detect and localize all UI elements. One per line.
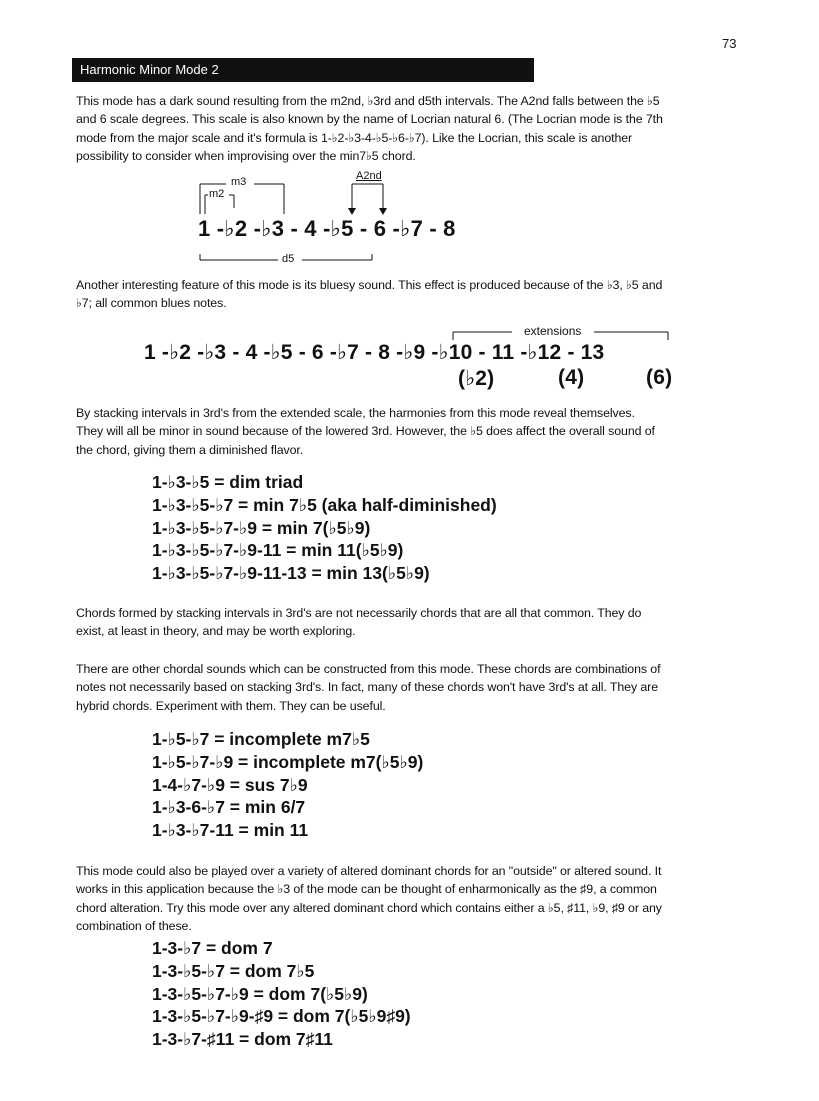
hybrid-paragraph: There are other chordal sounds which can be constructed from this mode. These chords are combinations of notes not necessarily based on stacking 3rd's. In fact, many of these chords won't have 3rd's at all. They are hybrid chords. Experiment with them. They can be useful.: [76, 662, 661, 713]
extended-formula: 1 -♭2 -♭3 - 4 -♭5 - 6 -♭7 - 8 -♭9 -♭10 - 11 -♭12 - 13: [144, 341, 605, 364]
chord-item: 1-4-♭7-♭9 = sus 7♭9: [152, 774, 308, 795]
chord-item: 1-♭3-♭5-♭7-♭9-11-13 = min 13(♭5♭9): [152, 563, 430, 584]
chord-item: 1-♭5-♭7-♭9 = incomplete m7(♭5♭9): [152, 751, 424, 772]
d5-label: d5: [282, 253, 295, 265]
chord-item: 1-♭3-♭5-♭7-♭9 = min 7(♭5♭9): [152, 517, 371, 538]
dominant-chords-list: [152, 937, 411, 1051]
scale-formula: 1 -♭2 -♭3 - 4 -♭5 - 6 -♭7 - 8: [198, 216, 456, 241]
extension-4: (4): [558, 366, 585, 389]
chord-item: 1-♭5-♭7 = incomplete m7♭5: [152, 729, 370, 749]
page-number: 73: [722, 36, 737, 51]
chord-item: 1-♭3-♭7-11 = min 11: [152, 820, 309, 841]
bluesy-paragraph: Another interesting feature of this mode is its bluesy sound. This effect is produced because of the ♭3, ♭5 and ♭7; all common blues notes.: [76, 278, 663, 311]
m3-label: m3: [231, 176, 247, 188]
chord-item: 1-3-♭5-♭7 = dom 7♭5: [152, 960, 315, 981]
chord-item: 1-♭3-♭5-♭7 = min 7♭5 (aka half-diminished): [152, 494, 497, 515]
chord-item: 1-3-♭7 = dom 7: [152, 938, 273, 958]
chord-item: 1-♭3-6-♭7 = min 6/7: [152, 797, 306, 818]
chord-item: 1-3-♭7-♯11 = dom 7♯11: [152, 1029, 333, 1050]
stacking-paragraph: By stacking intervals in 3rd's from the extended scale, the harmonies from this mode reveal themselves. They will all be minor in sound because of the lowered 3rd. However, the ♭5 does affect the overall sound of the chord, giving them a diminished flavor.: [76, 406, 655, 457]
chord-item: 1-♭3-♭5 = dim triad: [152, 472, 304, 492]
chord-item: 1-♭3-♭5-♭7-♭9-11 = min 11(♭5♭9): [152, 540, 404, 561]
m2-label: m2: [209, 188, 225, 200]
a2nd-label: A2nd: [356, 170, 382, 182]
altered-dominant-paragraph: This mode could also be played over a variety of altered dominant chords for an "outside" or altered sound. It works in this application because the ♭3 of the mode can be thought of enharmonically as the ♯9, a common chord alteration. Try this mode over any altered dominant chord which contains either a ♭5, ♯11, ♭9, ♯9 or any combination of these.: [76, 864, 662, 934]
extension-b2: (♭2): [458, 367, 495, 390]
extended-scale-diagram: [140, 322, 680, 402]
chord-item: 1-3-♭5-♭7-♭9-♯9 = dom 7(♭5♭9♯9): [152, 1006, 411, 1027]
scale-formula-diagram: [180, 168, 510, 276]
intro-paragraph: This mode has a dark sound resulting from the m2nd, ♭3rd and d5th intervals. The A2nd falls between the ♭5 and 6 scale degrees. This scale is also known by the name of Locrian natural 6. (The Locrian mode is the 7th mode from the major scale and it's formula is 1-♭2-♭3-4-♭5-♭6-♭7). Like the Locrian, this scale is another possibility to consider when improvising over the min7♭5 chord.: [76, 94, 663, 164]
extensions-label: extensions: [524, 324, 582, 338]
hybrid-chords-list: [152, 728, 423, 842]
extension-6: (6): [646, 366, 673, 389]
theory-paragraph: Chords formed by stacking intervals in 3rd's are not necessarily chords that are all that common. They do exist, at least in theory, and may be worth exploring.: [76, 606, 642, 639]
stacked-chords-list: [152, 471, 497, 585]
chord-item: 1-3-♭5-♭7-♭9 = dom 7(♭5♭9): [152, 983, 368, 1004]
section-title: Harmonic Minor Mode 2: [72, 58, 534, 82]
